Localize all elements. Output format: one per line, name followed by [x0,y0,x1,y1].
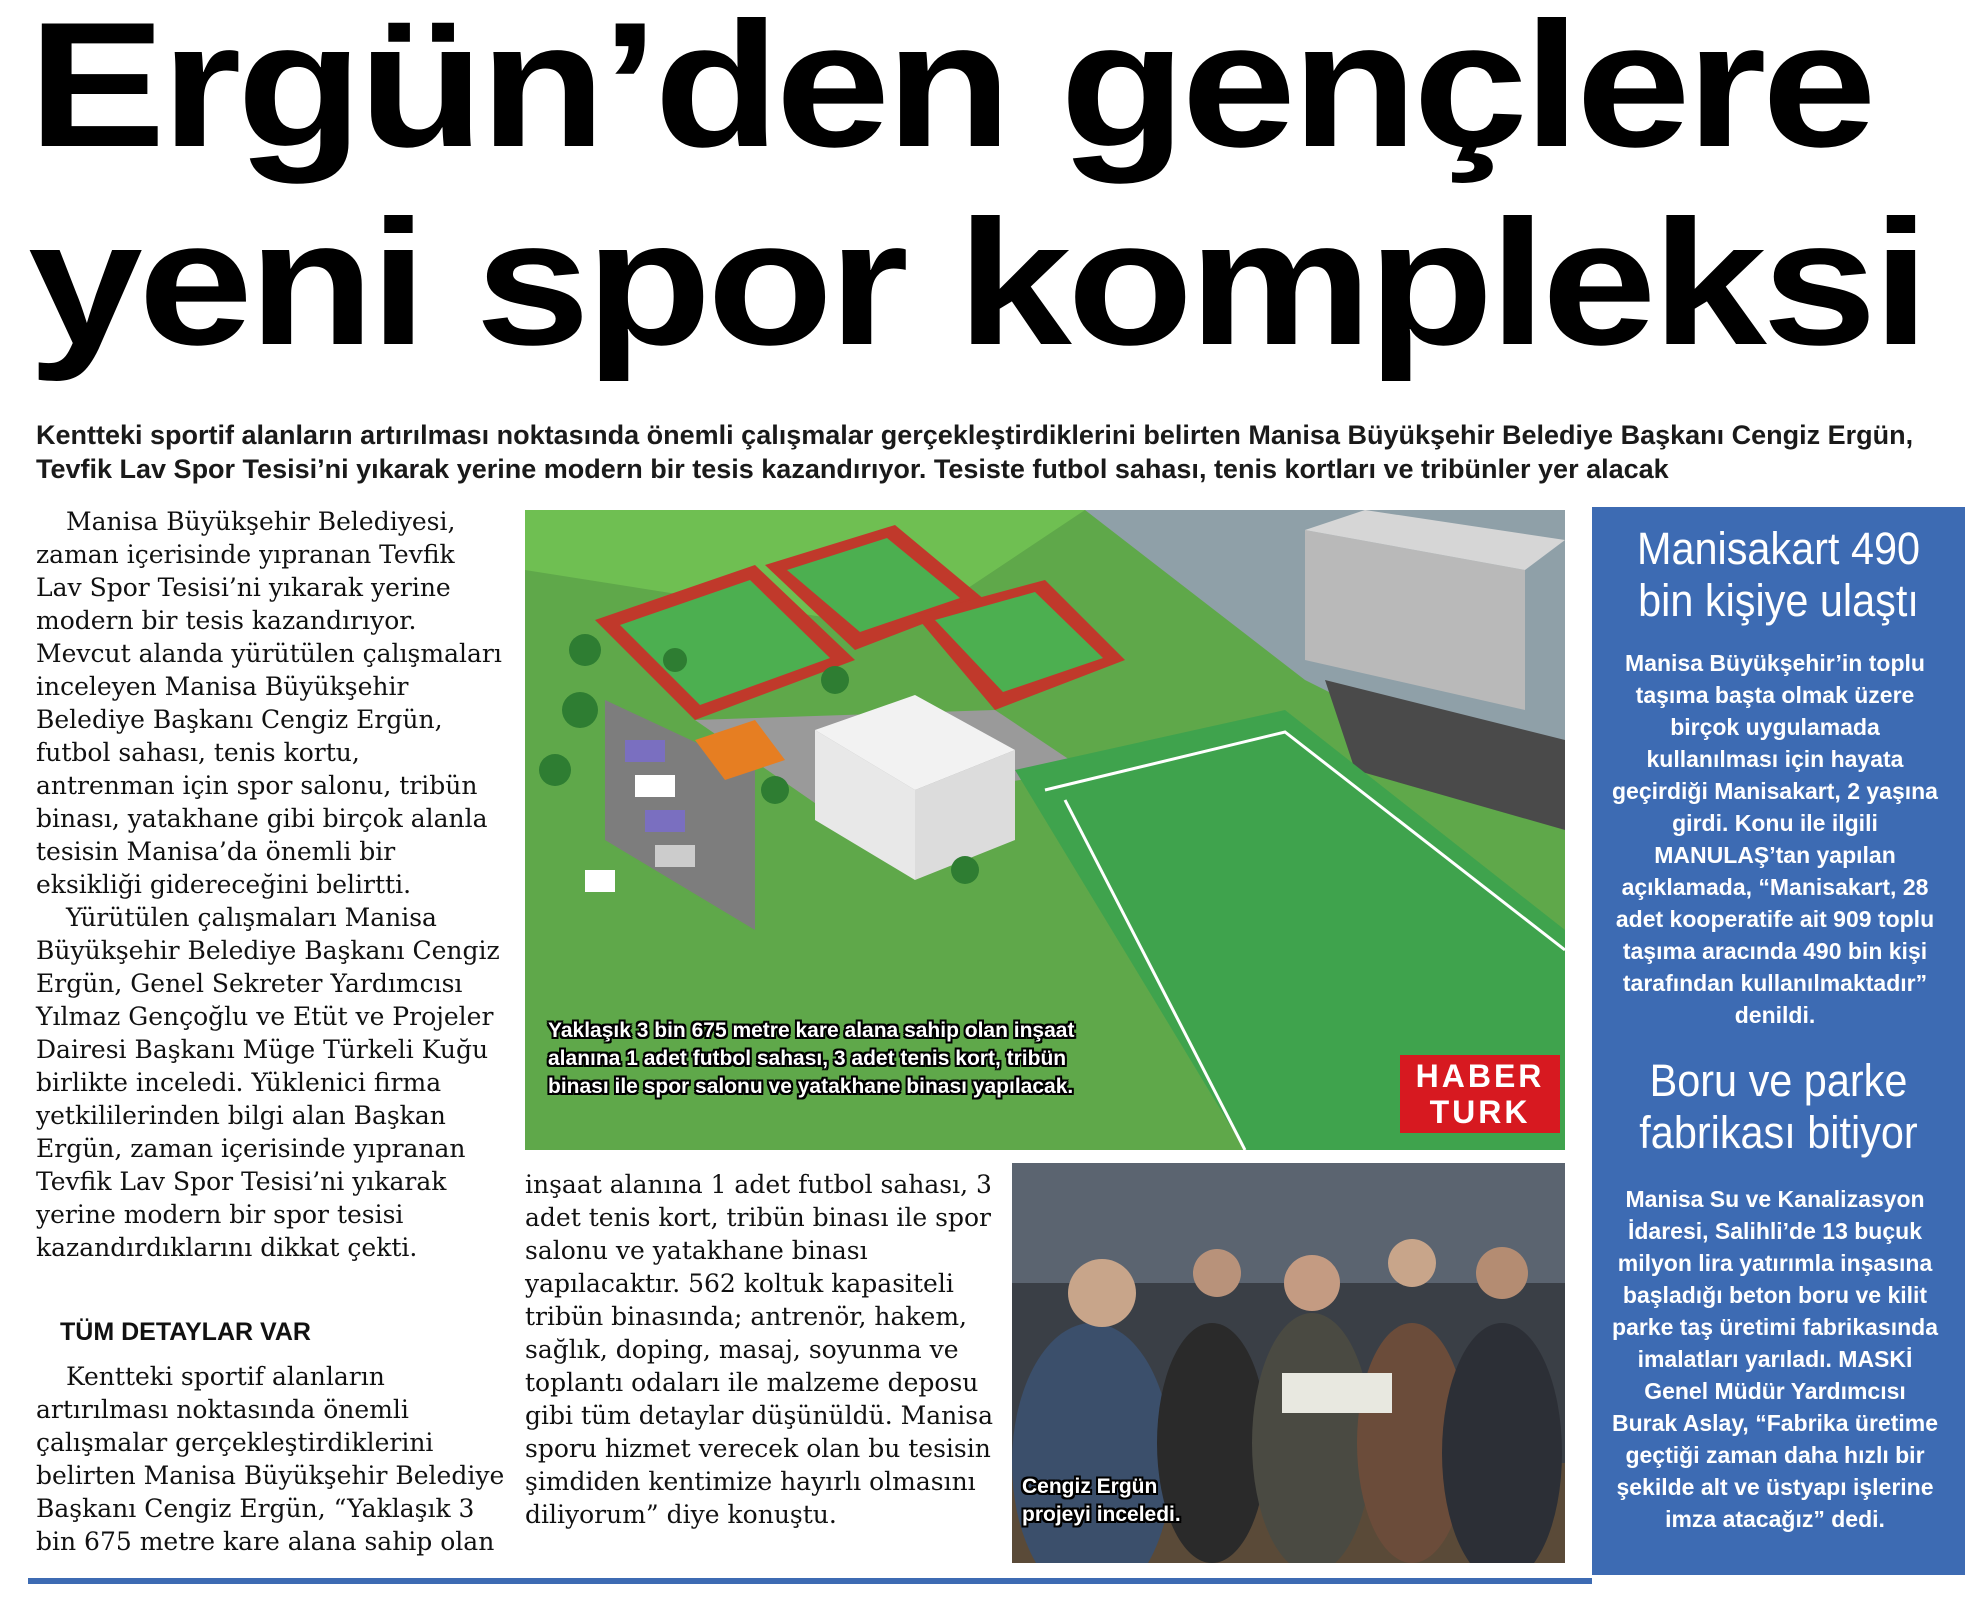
headline-line-1: Ergün’den gençlere [28,0,1873,184]
render-caption: Yaklaşık 3 bin 675 metre kare alana sahip olan inşaat alanına 1 adet futbol sahası, 3 adet tenis kort, tribün binası ile spor salonu ve yatakhane binası yapılacak. [548,1019,1075,1098]
article-paragraph: Yürütülen çalışmaları Manisa Büyükşehir Belediye Başkanı Cengiz Ergün, Genel Sekreter Yardımcısı Yılmaz Gençoğlu ve Etüt ve Projeler Dairesi Başkanı Müge Türkeli Kuğu birlikte inceledi. Yüklenici firma yetkililerinden bilgi alan Başkan Ergün, zaman içerisinde yıpranan Tevfik Lav Spor Tesisi’ni yıkarak yerine modern bir spor tesisi kazandırdıklarını dikkat çekti. [36,903,500,1262]
article-paragraph: inşaat alanına 1 adet futbol sahası, 3 adet tenis kort, tribün binası ile spor salonu ve yatakhane binası yapılacaktır. 562 koltuk kapasiteli tribün binasında; antrenör, hakem, sağlık, doping, masaj, soyunma ve toplantı odaları ile malzeme deposu gibi tüm detaylar düşünüldü. Manisa sporu hizmet verecek olan bu tesisin şimdiden kentimize hayırlı olmasını diliyorum” diye konuştu. [525,1170,993,1529]
article-paragraph: Manisa Büyükşehir Belediyesi, zaman içerisinde yıpranan Tevfik Lav Spor Tesisi’ni yıkarak yerine modern bir tesis kazandırıyor. Mevcut alanda yürütülen çalışmaları inceleyen Manisa Büyükşehir Belediye Başkanı Cengiz Ergün, futbol sahası, tenis kortu, antrenman için spor salonu, tribün binası, yatakhane gibi birçok alanla tesisin Manisa’da önemli bir eksikliği gidereceğini belirtti. [36,507,502,899]
headline-line-2: yeni spor kompleksi [28,183,1926,382]
article-column-1-continued [36,1360,506,1558]
article-column-2 [525,1168,995,1531]
logo-line-1: HABER [1415,1058,1545,1094]
sidebar-story-2-title: Boru ve parke fabrikası bitiyor [1639,1055,1918,1158]
news-sidebar [1592,507,1965,1575]
article-subhead: TÜM DETAYLAR VAR [60,1318,311,1346]
article-paragraph: Kentteki sportif alanların artırılması noktasında önemli çalışmalar gerçekleştirdiklerini belirten Manisa Büyükşehir Belediye Başkanı Cengiz Ergün, “Yaklaşık 3 bin 675 metre kare alana sahip olan [36,1362,505,1556]
photo-caption: Cengiz Ergün projeyi inceledi. [1022,1475,1181,1526]
sidebar-story-2-text: Manisa Su ve Kanalizasyon İdaresi, Salihli’de 13 buçuk milyon lira yatırımla inşasına başladığı beton boru ve kilit parke taş üretimi fabrikasında imalatları yarıladı. MASKİ Genel Müdür Yardımcısı Burak Aslay, “Fabrika üretime geçtiği zaman daha hızlı bir şekilde alt ve üstyapı işlerine imza atacağız” dedi. [1612,1186,1938,1532]
deck-summary: Kentteki sportif alanların artırılması noktasında önemli çalışmalar gerçekleştirdiklerini belirten Manisa Büyükşehir Belediye Başkanı Cengiz Ergün, Tevfik Lav Spor Tesisi’ni yıkarak yerine modern bir tesis kazandırıyor. Tesiste futbol sahası, tenis kortları ve tribünler yer alacak [36,420,1914,484]
bottom-rule [28,1578,1592,1584]
article-column-1 [36,505,506,1264]
logo-line-2: TURK [1429,1094,1531,1130]
sidebar-story-1-title: Manisakart 490 bin kişiye ulaştı [1636,523,1921,626]
sidebar-story-1-text: Manisa Büyükşehir’in toplu taşıma başta olmak üzere birçok uygulamada kullanılması için hayata geçirdiği Manisakart, 2 yaşına girdi. Konu ile ilgili MANULAŞ’tan yapılan açıklamada, “Manisakart, 28 adet kooperatife ait 909 toplu taşıma aracında 490 bin kişi tarafından kullanılmaktadır” denildi. [1612,650,1938,1028]
haberturk-logo [1400,1055,1560,1133]
